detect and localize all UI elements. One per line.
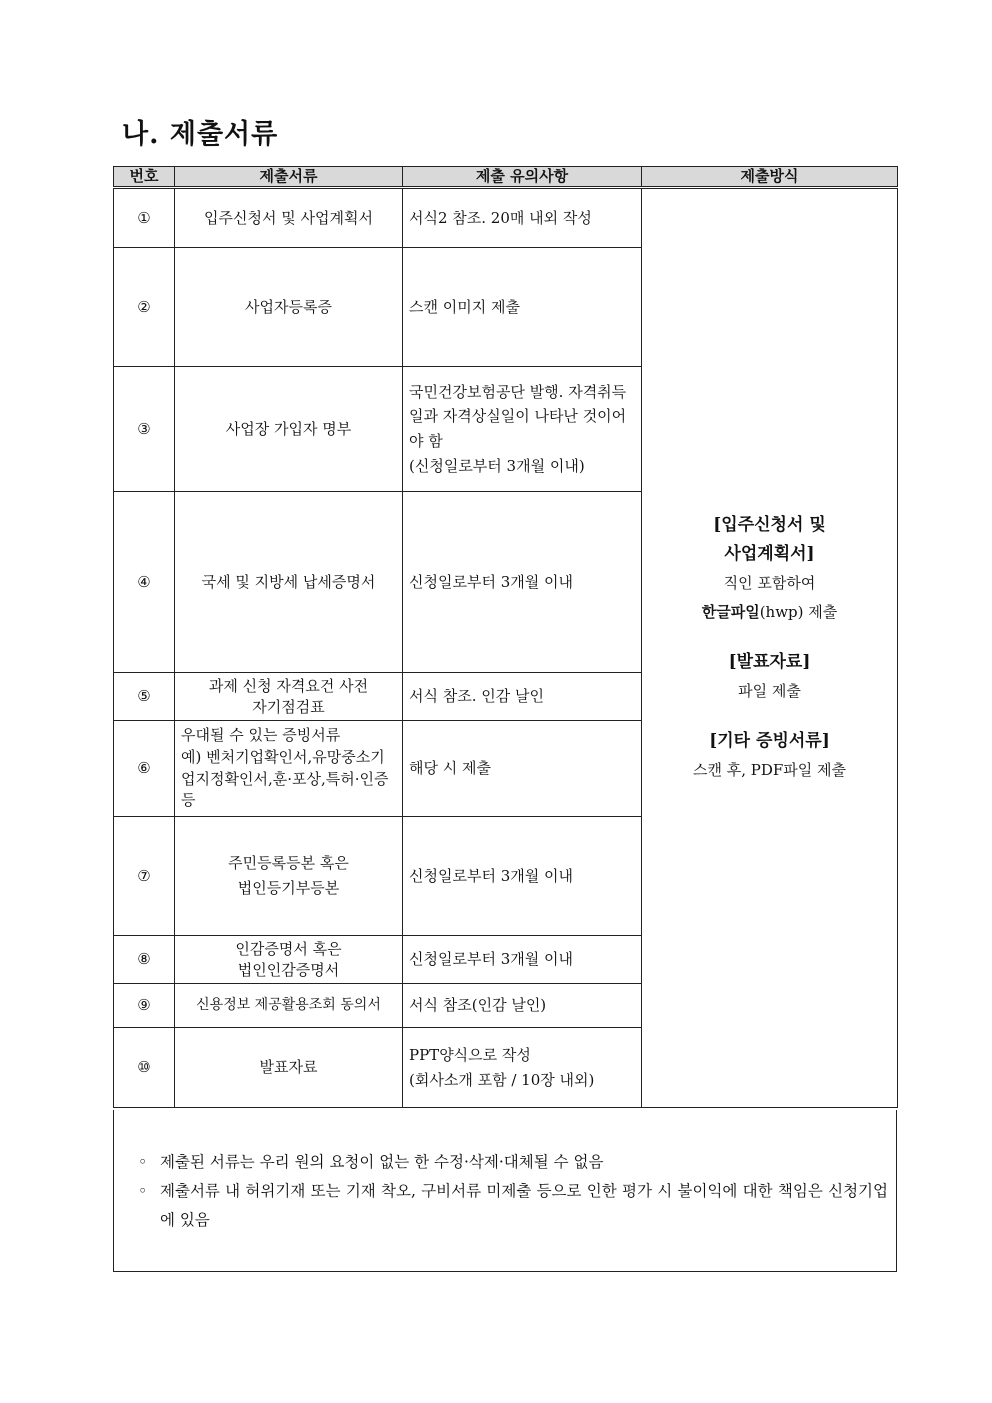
document-name-line: 인감증명서 혹은: [235, 939, 342, 958]
document-name: [175, 817, 403, 936]
row-number: ⑩: [114, 1028, 175, 1108]
row-number: ⑨: [114, 984, 175, 1028]
note-item: [114, 1177, 896, 1235]
document-note: 신청일로부터 3개월 이내: [403, 817, 642, 936]
document-name: [175, 673, 403, 721]
method-text: (hwp) 제출: [759, 602, 838, 621]
header-notes: 제출 유의사항: [403, 167, 642, 188]
document-note: 스캔 이미지 제출: [403, 248, 642, 367]
submission-method: [642, 188, 898, 1108]
document-name: 사업자등록증: [175, 248, 403, 367]
document-name-line: 예) 벤처기업확인서,유망중소기업지정확인서,훈·포상,특허·인증 등: [181, 747, 389, 810]
document-note: [403, 367, 642, 492]
document-note: 서식 참조(인감 날인): [403, 984, 642, 1028]
row-number: ⑦: [114, 817, 175, 936]
document-note: 해당 시 제출: [403, 721, 642, 817]
document-name: 발표자료: [175, 1028, 403, 1108]
document-name: 입주신청서 및 사업계획서: [175, 188, 403, 248]
document-name-line: 주민등록등본 혹은: [228, 854, 349, 873]
note-line: (회사소개 포함 / 10장 내외): [409, 1070, 595, 1089]
row-number: ①: [114, 188, 175, 248]
row-number: ⑤: [114, 673, 175, 721]
document-name-line: 자기점검표: [252, 697, 325, 716]
method-heading-line: 사업계획서]: [724, 544, 815, 565]
document-name-line: 법인등기부등본: [237, 879, 340, 897]
method-line: [648, 598, 891, 627]
note-line: (신청일로부터 3개월 이내): [409, 456, 585, 475]
note-item: [114, 1148, 896, 1177]
table-header-row: [114, 167, 898, 188]
header-document: 제출서류: [175, 167, 403, 188]
document-name: 신용정보 제공활용조회 동의서: [175, 984, 403, 1028]
header-number: 번호: [114, 167, 175, 188]
row-number: ⑧: [114, 936, 175, 984]
row-number: ②: [114, 248, 175, 367]
document-name-line: 과제 신청 자격요건 사전: [208, 676, 369, 695]
bullet-icon: ◦: [138, 1182, 148, 1200]
row-number: ③: [114, 367, 175, 492]
method-heading-other: [기타 증빙서류]: [709, 731, 830, 752]
note-line: PPT양식으로 작성: [409, 1045, 531, 1064]
notes-box: [113, 1110, 897, 1272]
document-note: 서식2 참조. 20매 내외 작성: [403, 188, 642, 248]
document-note: 서식 참조. 인감 날인: [403, 673, 642, 721]
document-name: [175, 936, 403, 984]
note-text: 제출된 서류는 우리 원의 요청이 없는 한 수정·삭제·대체될 수 없음: [160, 1153, 604, 1171]
method-bold-text: 한글파일: [701, 602, 760, 621]
method-line: 파일 제출: [738, 681, 801, 700]
method-line: 스캔 후, PDF파일 제출: [692, 761, 847, 780]
header-method: 제출방식: [642, 167, 898, 188]
document-note: 신청일로부터 3개월 이내: [403, 492, 642, 673]
document-name-line: 우대될 수 있는 증빙서류: [181, 726, 341, 744]
bullet-icon: ◦: [138, 1153, 148, 1171]
row-number: ⑥: [114, 721, 175, 817]
document-note: 신청일로부터 3개월 이내: [403, 936, 642, 984]
document-name: 사업장 가입자 명부: [175, 367, 403, 492]
row-number: ④: [114, 492, 175, 673]
notes-list: [114, 1110, 896, 1235]
note-text: 제출서류 내 허위기재 또는 기재 착오, 구비서류 미제출 등으로 인한 평가 시 불이익에 대한 책임은 신청기업에 있음: [160, 1182, 888, 1229]
document-name: [175, 721, 403, 817]
table-row: [114, 188, 898, 248]
method-heading-presentation: [발표자료]: [728, 652, 811, 672]
document-note: [403, 1028, 642, 1108]
document-name: 국세 및 지방세 납세증명서: [175, 492, 403, 673]
method-heading-line: [입주신청서 및: [713, 515, 826, 536]
note-line: 국민건강보험공단 발행. 자격취득일과 자격상실일이 나타난 것이어야 함: [409, 382, 627, 450]
method-heading-application: [648, 511, 891, 569]
document-name-line: 법인인감증명서: [237, 960, 340, 979]
page-title: 나. 제출서류: [122, 119, 279, 150]
method-line: 직인 포함하여: [723, 574, 816, 592]
submission-documents-table: [113, 166, 898, 1108]
